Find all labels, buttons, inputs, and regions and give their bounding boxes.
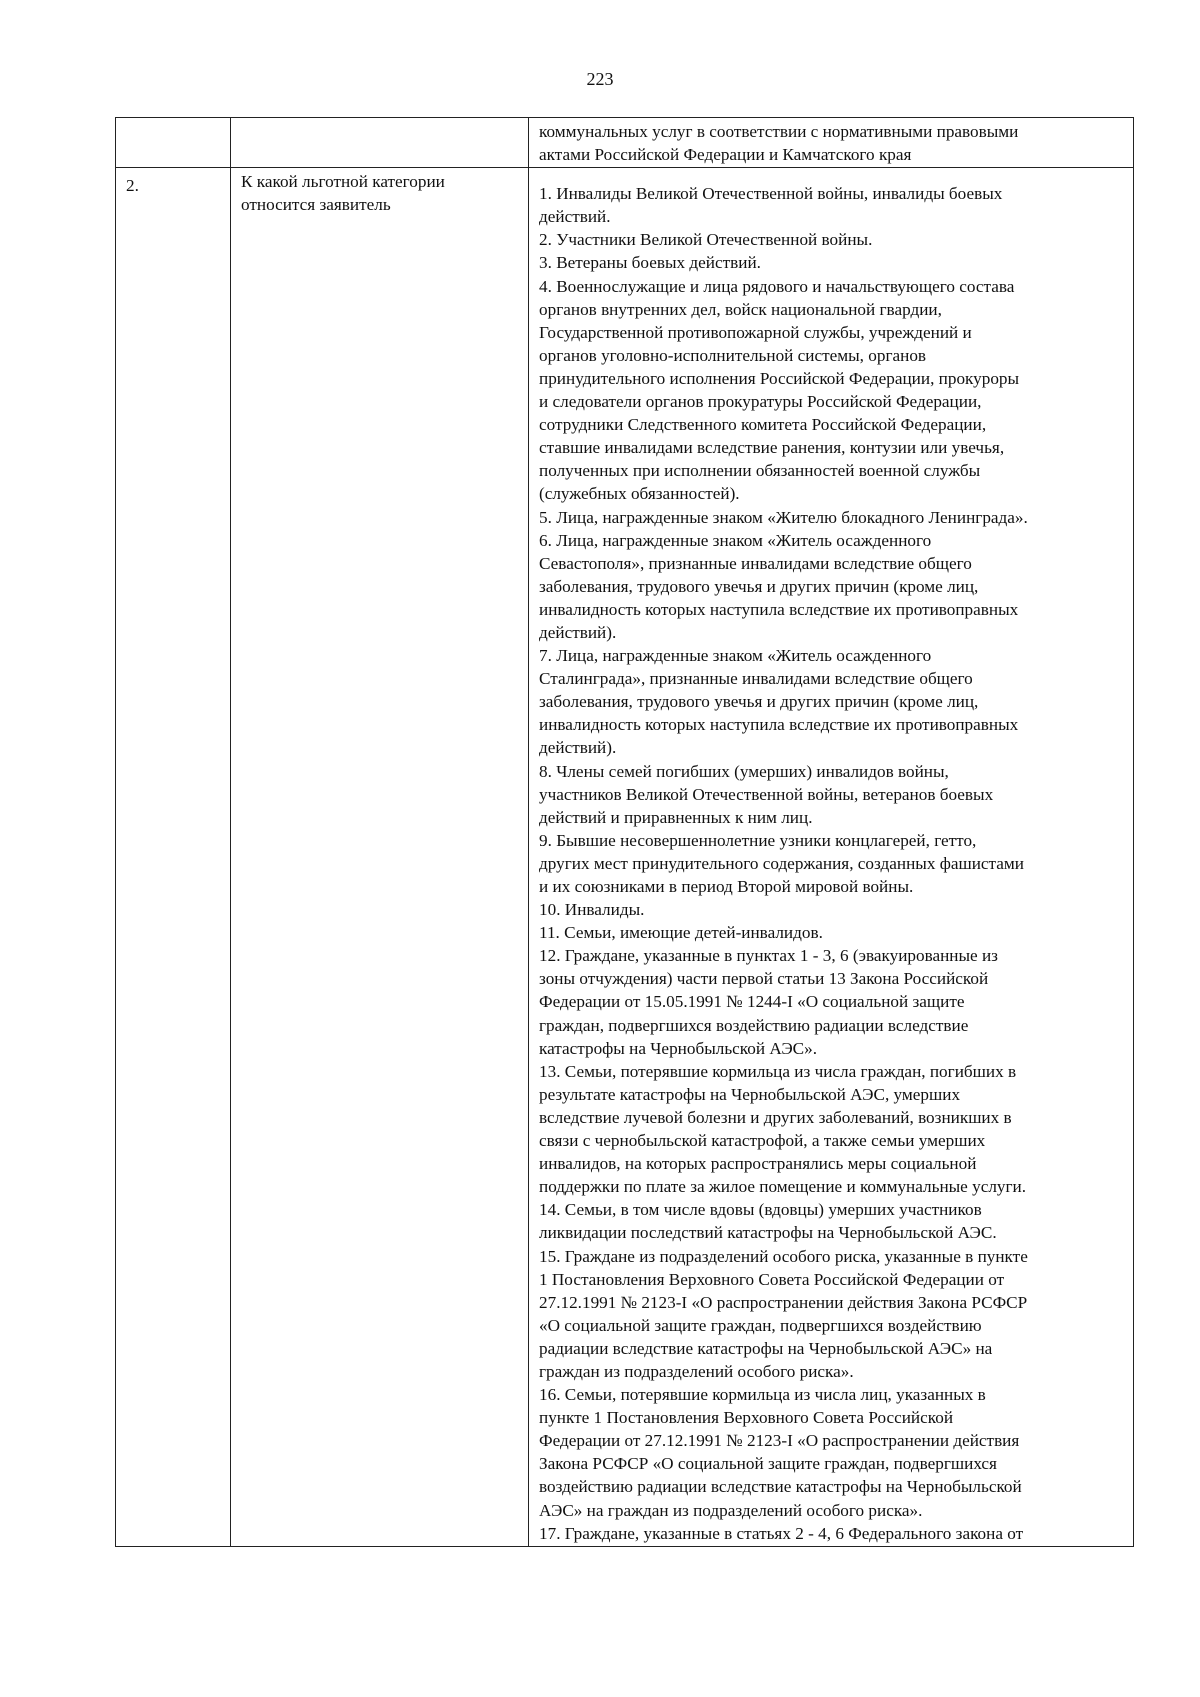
category-item <box>539 921 1127 944</box>
category-line: 27.12.1991 № 2123-I «О распространении действия Закона РСФСР <box>539 1292 1028 1312</box>
category-line: 6. Лица, награжденные знаком «Житель осажденного <box>539 530 932 550</box>
category-line: инвалидность которых наступила вследствие их противоправных <box>539 715 1019 735</box>
category-line: связи с чернобыльской катастрофой, а также семьи умерших <box>539 1131 986 1151</box>
category-item <box>539 1245 1127 1384</box>
category-line: радиации вследствие катастрофы на Чернобыльской АЭС» на <box>539 1338 993 1358</box>
category-line: принудительного исполнения Российской Федерации, прокуроры <box>539 368 1020 388</box>
category-item <box>539 182 1127 228</box>
category-item <box>539 944 1127 1059</box>
row-number-cell <box>116 118 231 168</box>
category-line: пункте 1 Постановления Верховного Совета Российской <box>539 1408 954 1428</box>
category-line: 7. Лица, награжденные знаком «Житель осажденного <box>539 646 932 666</box>
category-line: 11. Семьи, имеющие детей-инвалидов. <box>539 923 823 943</box>
category-line: АЭС» на граждан из подразделений особого риска». <box>539 1500 923 1520</box>
category-line: действий. <box>539 207 611 227</box>
category-item <box>539 644 1127 759</box>
answer-cell-continuation <box>529 118 1134 168</box>
category-line: 12. Граждане, указанные в пунктах 1 - 3, 6 (эвакуированные из <box>539 946 998 966</box>
category-line: других мест принудительного содержания, созданных фашистами <box>539 853 1024 873</box>
category-line: катастрофы на Чернобыльской АЭС». <box>539 1038 818 1058</box>
category-item <box>539 829 1127 898</box>
category-item <box>539 228 1127 251</box>
category-line: поддержки по плате за жилое помещение и коммунальные услуги. <box>539 1177 1027 1197</box>
category-line: и их союзниками в период Второй мировой войны. <box>539 877 914 896</box>
category-line: 1. Инвалиды Великой Отечественной войны, инвалиды боевых <box>539 184 1003 204</box>
category-item <box>539 1198 1127 1244</box>
row-number: 2. <box>126 176 139 196</box>
list-spacer <box>539 170 1127 182</box>
category-line: Сталинграда», признанные инвалидами вследствие общего <box>539 669 973 689</box>
category-item <box>539 898 1127 921</box>
category-line: Севастополя», признанные инвалидами вследствие общего <box>539 553 972 573</box>
category-line: Федерации от 15.05.1991 № 1244-I «О социальной защите <box>539 992 965 1012</box>
category-line: 10. Инвалиды. <box>539 900 645 920</box>
category-line: органов внутренних дел, войск национальной гвардии, <box>539 299 942 319</box>
category-line: граждан, подвергшихся воздействию радиации вследствие <box>539 1015 969 1035</box>
category-line: и следователи органов прокуратуры Российской Федерации, <box>539 392 982 412</box>
category-line: Закона РСФСР «О социальной защите граждан, подвергшихся <box>539 1454 997 1474</box>
category-line: воздействию радиации вследствие катастрофы на Чернобыльской <box>539 1477 1022 1497</box>
question-line: К какой льготной категории <box>241 172 445 192</box>
category-line: инвалидов, на которых распространялись меры социальной <box>539 1154 977 1174</box>
category-line: заболевания, трудового увечья и других причин (кроме лиц, <box>539 692 979 712</box>
category-line: заболевания, трудового увечья и других причин (кроме лиц, <box>539 576 979 596</box>
category-line: полученных при исполнении обязанностей военной службы <box>539 461 981 481</box>
category-line: органов уголовно-исполнительной системы, органов <box>539 345 927 365</box>
category-line: 2. Участники Великой Отечественной войны. <box>539 230 873 250</box>
category-item <box>539 1060 1127 1199</box>
category-item <box>539 760 1127 829</box>
category-item <box>539 251 1127 274</box>
category-line: действий и приравненных к ним лиц. <box>539 807 813 827</box>
category-line: 15. Граждане из подразделений особого риска, указанные в пункте <box>539 1246 1028 1266</box>
category-item <box>539 1383 1127 1522</box>
question-cell <box>231 168 529 1547</box>
category-line: сотрудники Следственного комитета Российской Федерации, <box>539 415 987 435</box>
category-line: участников Великой Отечественной войны, ветеранов боевых <box>539 784 994 804</box>
question-cell <box>231 118 529 168</box>
category-line: ликвидации последствий катастрофы на Чернобыльской АЭС. <box>539 1223 997 1243</box>
text-line: актами Российской Федерации и Камчатского края <box>539 145 912 165</box>
category-item <box>539 275 1127 506</box>
category-line: 5. Лица, награжденные знаком «Жителю блокадного Ленинграда». <box>539 507 1028 527</box>
text-line: коммунальных услуг в соответствии с нормативными правовыми <box>539 122 1019 141</box>
category-line: Федерации от 27.12.1991 № 2123-I «О распространении действия <box>539 1431 1020 1451</box>
category-line: 13. Семьи, потерявшие кормильца из числа граждан, погибших в <box>539 1061 1017 1081</box>
category-line: 14. Семьи, в том числе вдовы (вдовцы) умерших участников <box>539 1200 982 1220</box>
category-line: действий). <box>539 622 617 642</box>
category-line: «О социальной защите граждан, подвергшихся воздействию <box>539 1315 982 1335</box>
question-line: относится заявитель <box>241 195 391 215</box>
category-line: действий). <box>539 738 617 758</box>
table-row-continuation <box>116 118 1134 168</box>
table-row-main <box>116 168 1134 1547</box>
category-item <box>539 506 1127 529</box>
category-line: 1 Постановления Верховного Совета Российской Федерации от <box>539 1269 1005 1289</box>
category-line: инвалидность которых наступила вследствие их противоправных <box>539 599 1019 619</box>
category-list <box>539 182 1127 1545</box>
category-line: 4. Военнослужащие и лица рядового и начальствующего состава <box>539 276 1015 296</box>
category-line: 3. Ветераны боевых действий. <box>539 253 761 273</box>
category-item <box>539 529 1127 644</box>
category-line: 17. Граждане, указанные в статьях 2 - 4, 6 Федерального закона от <box>539 1523 1024 1543</box>
answer-cell-categories <box>529 168 1134 1547</box>
category-item <box>539 1522 1127 1545</box>
category-line: 16. Семьи, потерявшие кормильца из числа лиц, указанных в <box>539 1385 986 1405</box>
category-line: вследствие лучевой болезни и других заболеваний, возникших в <box>539 1107 1012 1127</box>
benefits-table <box>115 117 1134 1547</box>
category-line: зоны отчуждения) части первой статьи 13 Закона Российской <box>539 969 989 989</box>
page-number: 223 <box>586 69 614 89</box>
category-line: 8. Члены семей погибших (умерших) инвалидов войны, <box>539 761 949 781</box>
category-line: 9. Бывшие несовершеннолетние узники концлагерей, гетто, <box>539 830 977 850</box>
category-line: граждан из подразделений особого риска». <box>539 1361 854 1381</box>
category-line: (служебных обязанностей). <box>539 484 740 504</box>
category-line: результате катастрофы на Чернобыльской АЭС, умерших <box>539 1084 961 1104</box>
row-number-cell <box>116 168 231 1547</box>
category-line: Государственной противопожарной службы, учреждений и <box>539 322 972 342</box>
category-line: ставшие инвалидами вследствие ранения, контузии или увечья, <box>539 438 1005 458</box>
